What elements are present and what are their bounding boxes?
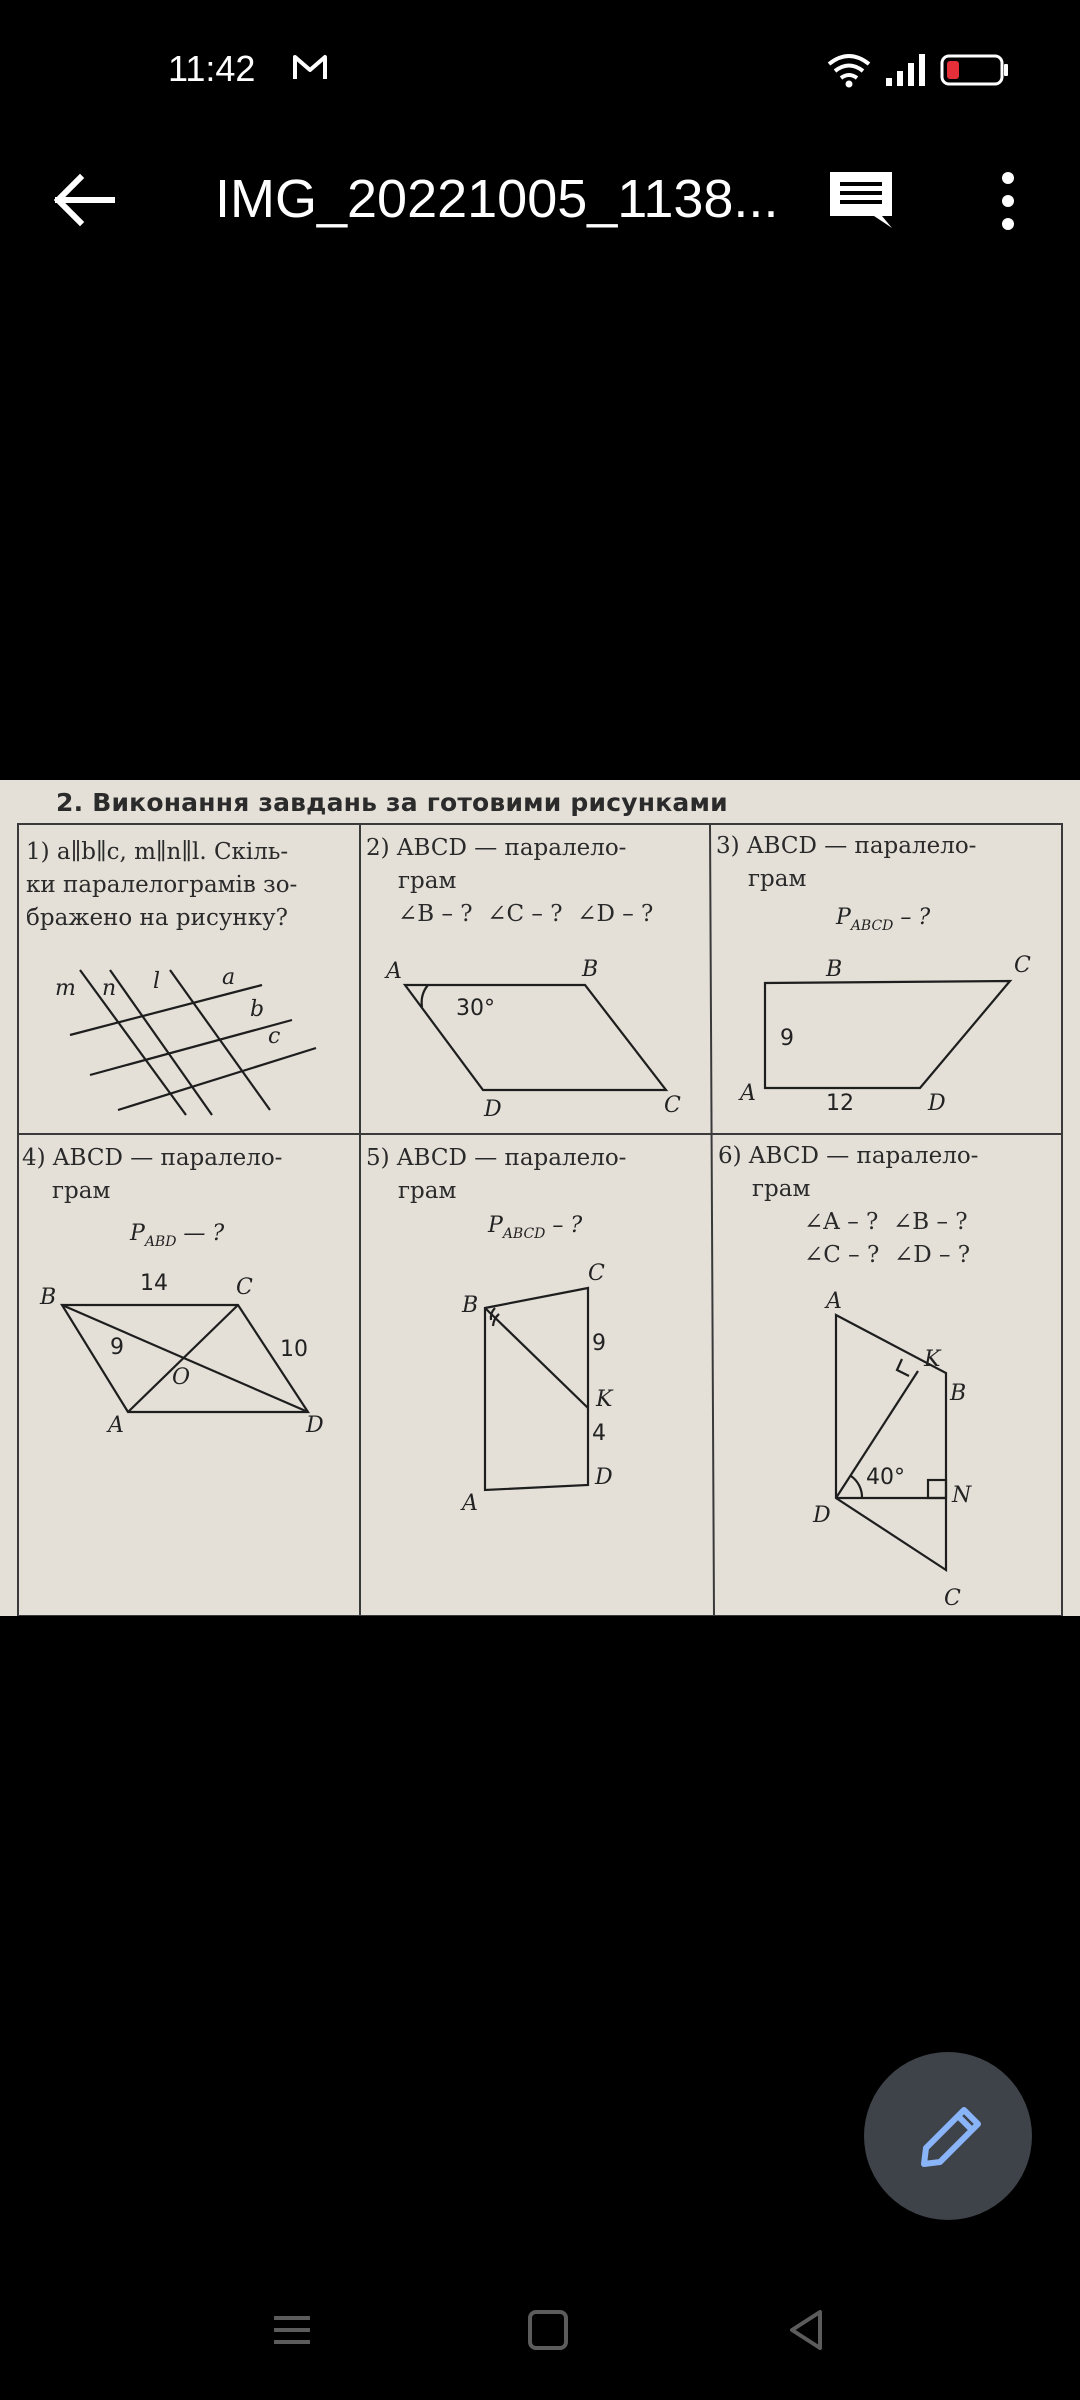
fig2-label-c: C (664, 1093, 681, 1118)
photo-viewer[interactable] (0, 780, 1080, 1616)
fig3-label-b: B (826, 957, 843, 982)
label-l: l (153, 969, 161, 994)
worksheet-heading: 2. Виконання завдань за готовими рисунками (56, 788, 728, 817)
fig4-side-bc: 14 (140, 1271, 168, 1296)
label-m: m (55, 976, 76, 1001)
fig4-label-a: A (108, 1413, 124, 1438)
back-triangle-icon[interactable] (776, 2300, 836, 2360)
fig4-label-b: B (40, 1285, 57, 1310)
wifi-icon (826, 52, 872, 88)
status-icons (826, 52, 1010, 88)
fig6-label-a: A (826, 1289, 842, 1314)
fig2-angle: 30° (456, 996, 495, 1021)
label-b: b (250, 997, 265, 1022)
fig5-label-c: C (588, 1261, 605, 1286)
task4-query: $P_{ABD}$ — ? (130, 1221, 225, 1250)
fig5-seg-ck: 9 (592, 1331, 606, 1356)
fig5-seg-kd: 4 (592, 1421, 606, 1446)
fig3-label-a: A (740, 1081, 756, 1106)
task6-text: 6) ABCD — паралело- грам ∠A – ? ∠B – ? ∠C – ? ∠D – ? (718, 1143, 979, 1268)
fig2-label-a: A (386, 959, 402, 984)
task1-text: 1) a∥b∥c, m∥n∥l. Скіль- ки паралелограмів зо- бражено на рисунку? (26, 839, 298, 931)
label-a: a (222, 965, 236, 990)
fig4-label-c: C (236, 1275, 253, 1300)
mail-icon (292, 52, 328, 82)
comment-icon[interactable] (826, 168, 896, 232)
fig4-seg-bo: 9 (110, 1335, 124, 1360)
fig6-label-c: C (944, 1586, 961, 1611)
fig3-side-ab: 9 (780, 1026, 794, 1051)
fig6-label-b: B (950, 1381, 967, 1406)
task3-text: 3) ABCD — паралело- грам (716, 833, 977, 892)
back-arrow-icon[interactable] (50, 170, 120, 230)
app-bar (0, 140, 1080, 260)
signal-icon (884, 52, 928, 88)
task5-query: $P_{ABCD}$ – ? (488, 1213, 583, 1242)
task5-text: 5) ABCD — паралело- грам (366, 1145, 627, 1204)
status-bar (0, 0, 1080, 140)
fig3-label-d: D (928, 1091, 946, 1116)
fig6-label-n: N (952, 1483, 972, 1508)
task3-query: $P_{ABCD}$ – ? (836, 905, 931, 934)
figure-5-parallelogram (485, 1288, 588, 1490)
task4-text: 4) ABCD — паралело- грам (22, 1145, 283, 1204)
battery-low-icon (940, 53, 1010, 87)
edit-pencil-icon (864, 2052, 1032, 2220)
fig4-label-o: O (172, 1365, 191, 1390)
fig5-label-a: A (462, 1491, 478, 1516)
fig2-label-d: D (484, 1097, 502, 1122)
fig5-label-d: D (595, 1465, 613, 1490)
task2-text: 2) ABCD — паралело- грам ∠B – ? ∠C – ? ∠D – ? (366, 835, 654, 927)
edit-fab-button[interactable] (864, 2052, 1032, 2220)
menu-icon[interactable] (262, 2300, 322, 2360)
fig5-label-b: B (462, 1293, 479, 1318)
fig4-label-d: D (306, 1413, 324, 1438)
image-title: IMG_20221005_1138... (215, 169, 779, 229)
system-nav-bar (0, 2250, 1080, 2400)
figure-3-parallelogram (765, 981, 1010, 1088)
fig6-label-k: K (924, 1347, 941, 1372)
figure-2-parallelogram (405, 985, 666, 1090)
fig6-angle: 40° (866, 1465, 905, 1490)
fig6-label-d: D (813, 1503, 831, 1528)
label-n: n (102, 976, 117, 1001)
fig2-label-b: B (582, 957, 599, 982)
home-square-icon[interactable] (518, 2300, 578, 2360)
more-vert-icon[interactable] (980, 166, 1036, 236)
fig3-side-ad: 12 (826, 1091, 854, 1116)
figure-4-parallelogram (62, 1305, 308, 1412)
fig5-label-k: K (596, 1387, 613, 1412)
label-c: c (268, 1024, 281, 1049)
fig3-label-c: C (1014, 953, 1031, 978)
status-time: 11:42 (168, 48, 256, 89)
fig4-side-cd: 10 (280, 1337, 308, 1362)
